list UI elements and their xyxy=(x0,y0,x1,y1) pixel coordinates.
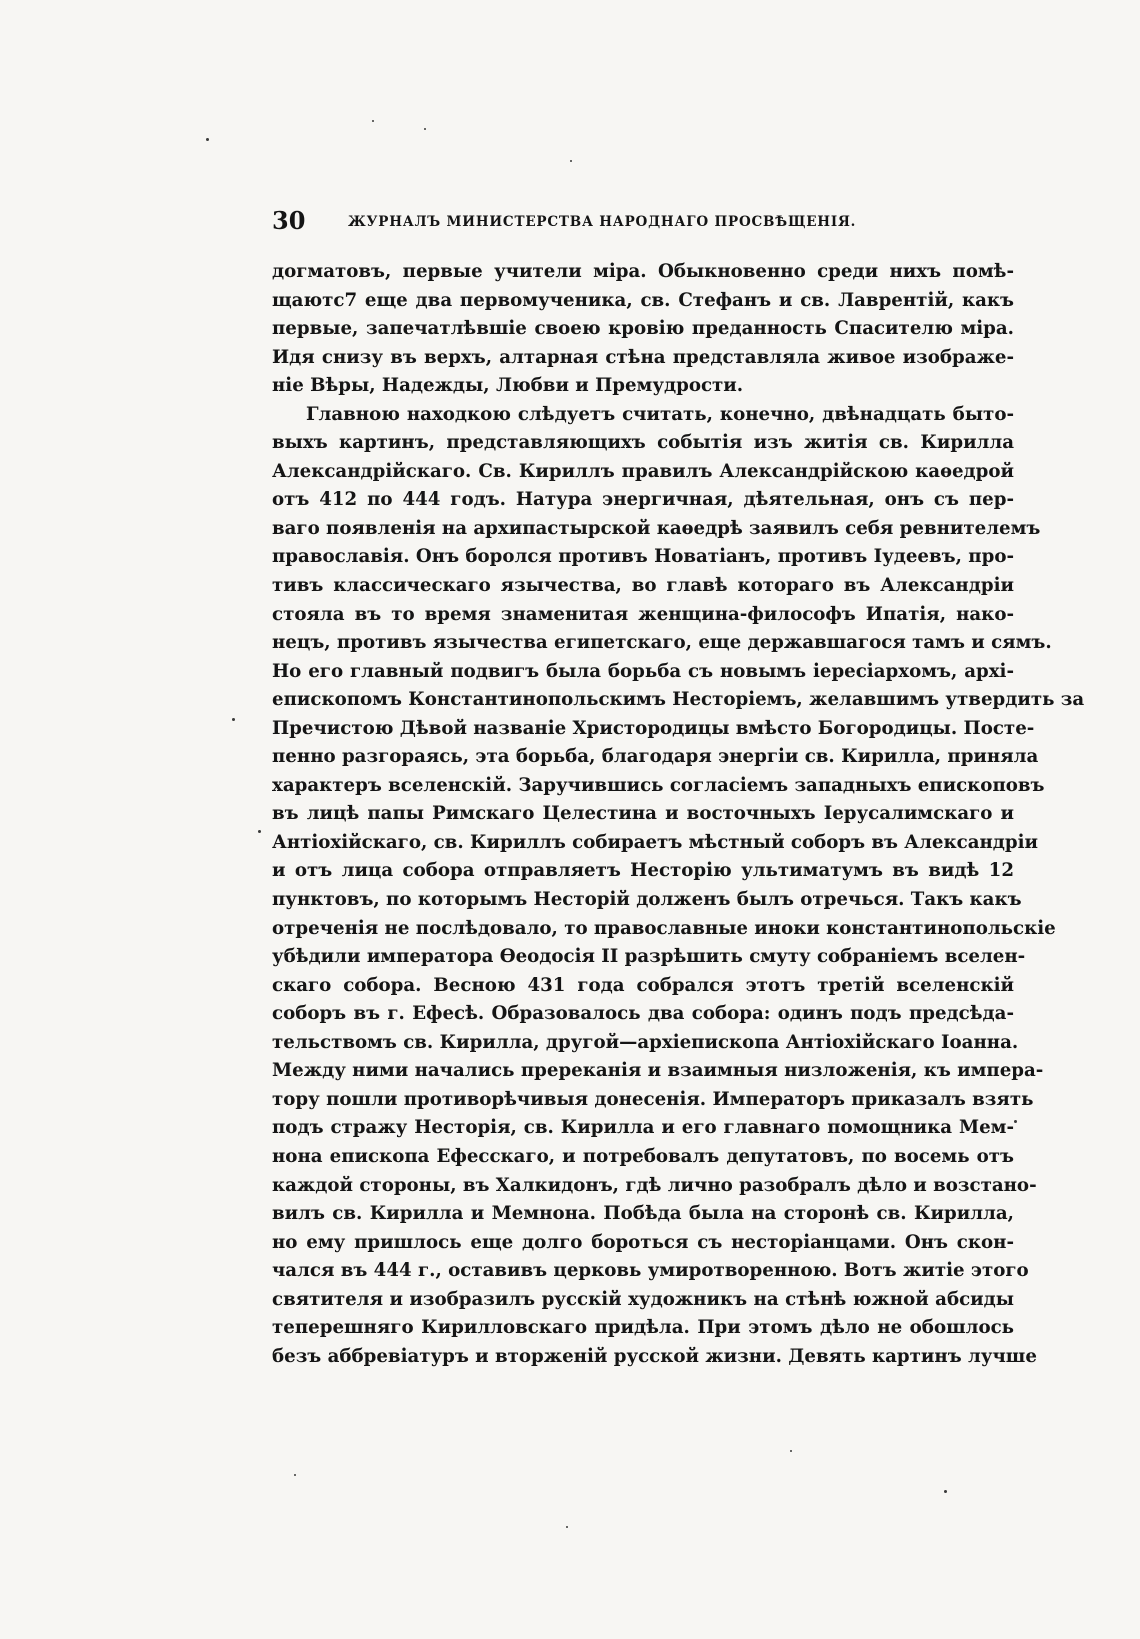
scan-speck xyxy=(570,160,572,162)
text-line: Антіохійскаго, св. Кириллъ собираетъ мѣстный соборъ въ Александріи xyxy=(272,831,1039,853)
text-line: нона епископа Ефесскаго, и потребовалъ депутатовъ, по восемь отъ xyxy=(272,1145,1014,1167)
scan-speck xyxy=(424,128,426,130)
scan-speck xyxy=(206,138,209,141)
text-line: Между ними начались пререканія и взаимныя низложенія, къ импера- xyxy=(272,1060,1044,1082)
scan-speck xyxy=(790,1450,792,1452)
text-line: подъ стражу Несторія, св. Кирилла и его главнаго помощника Мем- xyxy=(272,1117,1014,1139)
scan-speck xyxy=(566,1526,568,1528)
text-line: Главною находкою слѣдуетъ считать, конечно, двѣнадцать быто- xyxy=(306,403,1014,425)
text-line: скаго собора. Весною 431 года собрался этотъ третій вселенскій xyxy=(272,974,1014,996)
scan-speck xyxy=(944,1490,947,1493)
text-line: въ лицѣ папы Римскаго Целестина и восточныхъ Іерусалимскаго и xyxy=(272,803,1014,825)
text-line: догматовъ, первые учители міра. Обыкновенно среди нихъ помѣ- xyxy=(272,261,1014,282)
text-line: ваго появленія на архипастырской каѳедрѣ заявилъ себя ревнителемъ xyxy=(272,517,1041,539)
text-line: тору пошли противорѣчивыя донесенія. Императоръ приказалъ взять xyxy=(272,1088,1034,1110)
body-text xyxy=(272,258,1085,1371)
text-line: стояла въ то время знаменитая женщина-философъ Ипатія, нако- xyxy=(272,603,1014,625)
text-line: тельствомъ св. Кирилла, другой—архіепископа Антіохійскаго Іоанна. xyxy=(272,1031,1019,1053)
text-line: Пречистою Дѣвой названіе Христородицы вмѣсто Богородицы. Посте- xyxy=(272,717,1035,739)
text-line: нецъ, противъ язычества египетскаго, еще державшагося тамъ и сямъ. xyxy=(272,632,1052,654)
scan-speck xyxy=(232,718,235,721)
text-line: отреченія не послѣдовало, то православные иноки константинопольскіе xyxy=(272,917,1056,939)
scan-speck xyxy=(294,1474,296,1476)
text-line: каждой стороны, въ Халкидонъ, гдѣ лично разобралъ дѣло и возстано- xyxy=(272,1174,1037,1196)
text-line: пенно разгораясь, эта борьба, благодаря энергіи св. Кирилла, приняла xyxy=(272,746,1039,768)
page-number: 30 xyxy=(272,206,306,235)
text-line: соборъ въ г. Ефесѣ. Образовалось два собора: одинъ подъ предсѣда- xyxy=(272,1003,1014,1025)
text-line: Идя снизу въ верхъ, алтарная стѣна представляла живое изображе- xyxy=(272,346,1014,368)
scan-speck xyxy=(1014,1120,1017,1123)
text-line: щаютс7 еще два первомученика, св. Стефанъ и св. Лаврентій, какъ xyxy=(272,289,1014,311)
running-title: ЖУРНАЛЪ МИНИСТЕРСТВА НАРОДНАГО ПРОСВѢЩЕНІЯ. xyxy=(348,214,857,230)
scan-speck xyxy=(372,120,374,122)
text-line: отъ 412 по 444 годъ. Натура энергичная, дѣятельная, онъ съ пер- xyxy=(272,489,1014,511)
text-line: и отъ лица собора отправляетъ Несторію ультиматумъ въ видѣ 12 xyxy=(272,860,1014,882)
text-line: пунктовъ, по которымъ Несторій долженъ былъ отречься. Такъ какъ xyxy=(272,889,1022,911)
text-line: вилъ св. Кирилла и Мемнона. Побѣда была на сторонѣ св. Кирилла, xyxy=(272,1203,1014,1225)
text-line: православія. Онъ боролся противъ Новатіанъ, противъ Іудеевъ, про- xyxy=(272,546,1014,568)
text-line: характеръ вселенскій. Заручившись согласіемъ западныхъ епископовъ xyxy=(272,774,1045,796)
text-line: святителя и изобразилъ русскій художникъ на стѣнѣ южной абсиды xyxy=(272,1288,1014,1310)
text-line: Александрійскаго. Св. Кириллъ правилъ Александрійскою каѳедрой xyxy=(272,460,1014,482)
page-header xyxy=(272,206,912,236)
text-line: убѣдили императора Ѳеодосія II разрѣшить смуту собраніемъ вселен- xyxy=(272,946,1026,968)
text-line: тивъ классическаго язычества, во главѣ котораго въ Александріи xyxy=(272,575,1014,597)
text-line: первые, запечатлѣвшіе своею кровію преданность Спасителю міра. xyxy=(272,318,1014,340)
text-line: выхъ картинъ, представляющихъ событія изъ житія св. Кирилла xyxy=(272,432,1014,454)
text-line: безъ аббревіатуръ и вторженій русской жизни. Девять картинъ лучше xyxy=(272,1345,1037,1367)
text-line: но ему пришлось еще долго бороться съ несторіанцами. Онъ скон- xyxy=(272,1231,1014,1253)
text-line: епископомъ Константинопольскимъ Несторіемъ, желавшимъ утвердить за xyxy=(272,689,1085,711)
scan-speck xyxy=(258,830,261,833)
text-line: чался въ 444 г., оставивъ церковь умиротворенною. Вотъ житіе этого xyxy=(272,1260,1029,1282)
text-line: Но его главный подвигъ была борьба съ новымъ іересіархомъ, архі- xyxy=(272,660,1014,682)
text-line: теперешняго Кирилловскаго придѣла. При этомъ дѣло не обошлось xyxy=(272,1317,1014,1339)
text-line: ніе Вѣры, Надежды, Любви и Премудрости. xyxy=(272,375,744,397)
